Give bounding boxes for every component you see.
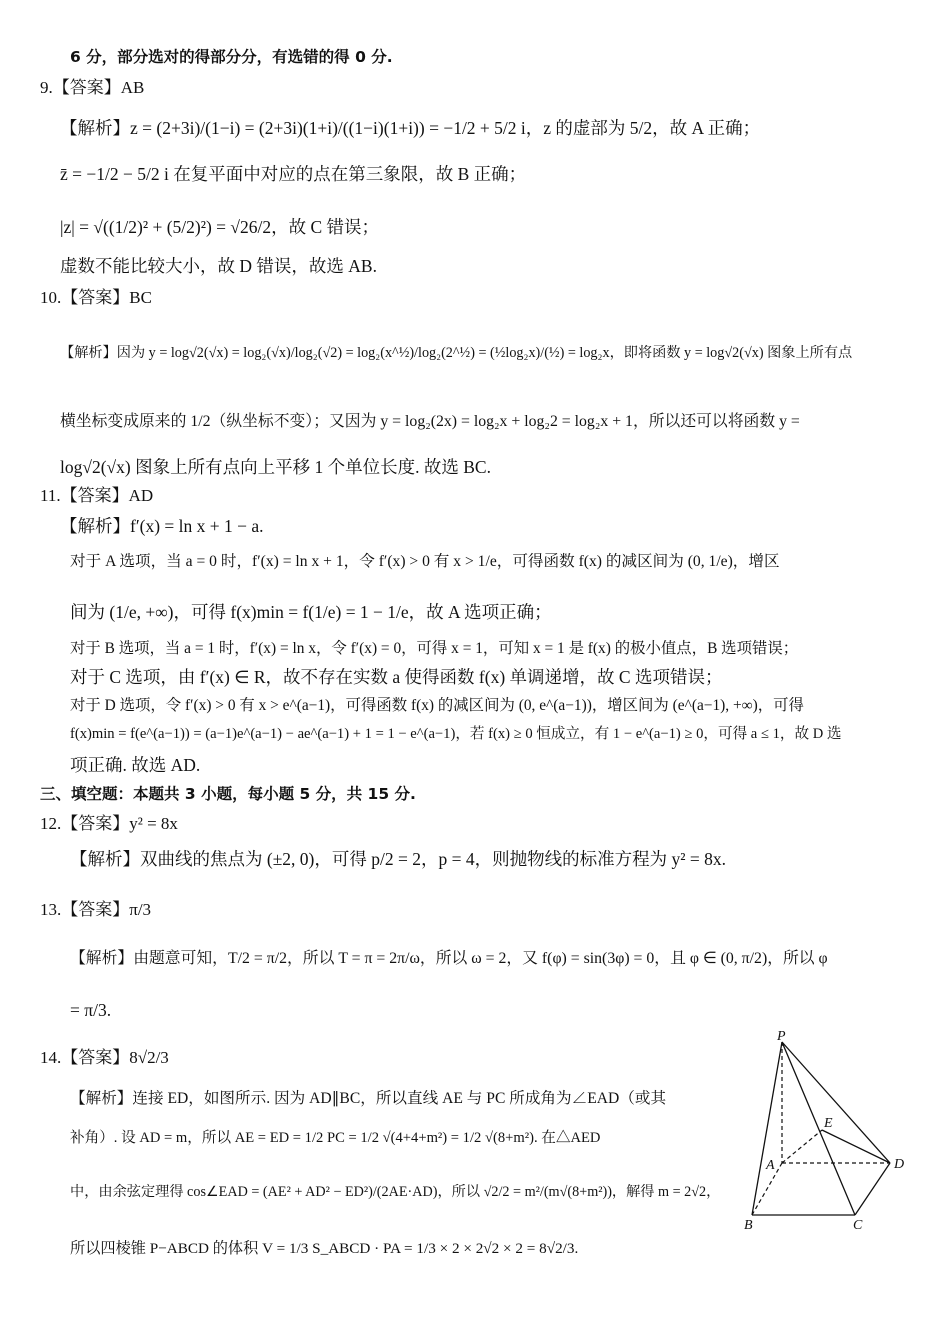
solution-14-line-4: 所以四棱锥 P−ABCD 的体积 V = 1/3 S_ABCD · PA = 1/3 × 2 × 2√2 × 2 = 8√2/3.	[70, 1240, 579, 1257]
solution-11-line-5: 对于 C 选项，由 f′(x) ∈ R，故不存在实数 a 使得函数 f(x) 单调递增，故 C 选项错误；	[70, 667, 723, 687]
solution-11-line-4: 对于 B 选项，当 a = 1 时，f′(x) = ln x，令 f′(x) = 0，可得 x = 1，可知 x = 1 是 f(x) 的极小值点，B 选项错误；	[70, 640, 799, 657]
solution-10-line-3: log√2(√x) 图象上所有点向上平移 1 个单位长度. 故选 BC.	[60, 457, 491, 477]
pyramid-solid-edges	[752, 1042, 890, 1215]
solution-9-line-1: 【解析】z = (2+3i)/(1−i) = (2+3i)(1+i)/((1−i)(1+i)) = −1/2 + 5/2 i，z 的虚部为 5/2，故 A 正确；	[60, 118, 761, 138]
edge-PD	[782, 1042, 890, 1163]
solution-9-line-4: 虚数不能比较大小，故 D 错误，故选 AB.	[60, 256, 377, 276]
pyramid-hidden-edges	[752, 1042, 890, 1215]
answer-13: 13.【答案】π/3	[40, 900, 152, 919]
label-B: B	[744, 1218, 753, 1233]
section-note: 6 分，部分选对的得部分分，有选错的得 0 分.	[70, 48, 393, 66]
label-P: P	[777, 1030, 786, 1044]
edge-AE	[782, 1130, 822, 1163]
solution-11-line-2: 对于 A 选项，当 a = 0 时，f′(x) = ln x + 1，令 f′(x) > 0 有 x > 1/e，可得函数 f(x) 的减区间为 (0, 1/e)，增区	[70, 553, 780, 570]
label-E: E	[824, 1116, 833, 1131]
answer-12: 12.【答案】y² = 8x	[40, 814, 178, 833]
solution-11-line-3: 间为 (1/e, +∞)，可得 f(x)min = f(1/e) = 1 − 1/e，故 A 选项正确；	[70, 602, 552, 622]
section-3-heading: 三、填空题：本题共 3 小题，每小题 5 分，共 15 分.	[40, 785, 416, 803]
answer-11: 11.【答案】AD	[40, 486, 154, 505]
label-C: C	[853, 1218, 863, 1233]
solution-10-line-1: 【解析】因为 y = log√2(√x) = log₂(√x)/log₂(√2) = log₂(x^½)/log₂(2^½) = (½log₂x)/(½) = log₂x，即将函数 y = log√2(√x) 图象上所有点	[60, 345, 853, 361]
solution-10-line-2: 横坐标变成原来的 1/2（纵坐标不变）；又因为 y = log₂(2x) = log₂x + log₂2 = log₂x + 1，所以还可以将函数 y =	[60, 413, 800, 430]
solution-9-line-3: |z| = √((1/2)² + (5/2)²) = √26/2，故 C 错误；	[60, 217, 380, 237]
edge-ED	[822, 1130, 890, 1163]
pyramid-figure	[740, 1030, 915, 1235]
solution-13-line-1: 【解析】由题意可知，T/2 = π/2，所以 T = π = 2π/ω，所以 ω = 2，又 f(φ) = sin(3φ) = 0，且 φ ∈ (0, π/2)，所以 φ	[70, 950, 828, 967]
solution-11-line-6: 对于 D 选项，令 f′(x) > 0 有 x > e^(a−1)，可得函数 f(x) 的减区间为 (0, e^(a−1))，增区间为 (e^(a−1), +∞)，可得	[70, 697, 804, 714]
answer-10: 10.【答案】BC	[40, 288, 152, 307]
solution-14-line-2: 补角）. 设 AD = m，所以 AE = ED = 1/2 PC = 1/2 √(4+4+m²) = 1/2 √(8+m²). 在△AED	[70, 1130, 601, 1146]
label-A: A	[766, 1158, 775, 1173]
answer-9: 9.【答案】AB	[40, 78, 145, 97]
solution-11-line-7: f(x)min = f(e^(a−1)) = (a−1)e^(a−1) − ae^(a−1) + 1 = 1 − e^(a−1)，若 f(x) ≥ 0 恒成立，有 1 − e^(a−1) ≥ 0，可得 a ≤ 1，故 D 选	[70, 726, 842, 742]
solution-11-line-8: 项正确. 故选 AD.	[70, 755, 201, 775]
answer-14: 14.【答案】8√2/3	[40, 1048, 169, 1067]
edge-PC	[782, 1042, 855, 1215]
solution-12: 【解析】双曲线的焦点为 (±2, 0)，可得 p/2 = 2，p = 4，则抛物线的标准方程为 y² = 8x.	[70, 849, 726, 869]
solution-14-line-1: 【解析】连接 ED，如图所示. 因为 AD∥BC，所以直线 AE 与 PC 所成角为∠EAD（或其	[70, 1090, 667, 1107]
solution-14-line-3: 中，由余弦定理得 cos∠EAD = (AE² + AD² − ED²)/(2AE·AD)，所以 √2/2 = m²/(m√(8+m²))，解得 m = 2√2，	[70, 1184, 721, 1200]
label-D: D	[894, 1157, 905, 1172]
edge-CD	[855, 1163, 890, 1215]
solution-13-line-2: = π/3.	[70, 1000, 112, 1020]
solution-11-line-1: 【解析】f′(x) = ln x + 1 − a.	[60, 516, 264, 536]
solution-9-line-2: z̄ = −1/2 − 5/2 i 在复平面中对应的点在第三象限，故 B 正确；	[60, 164, 527, 184]
